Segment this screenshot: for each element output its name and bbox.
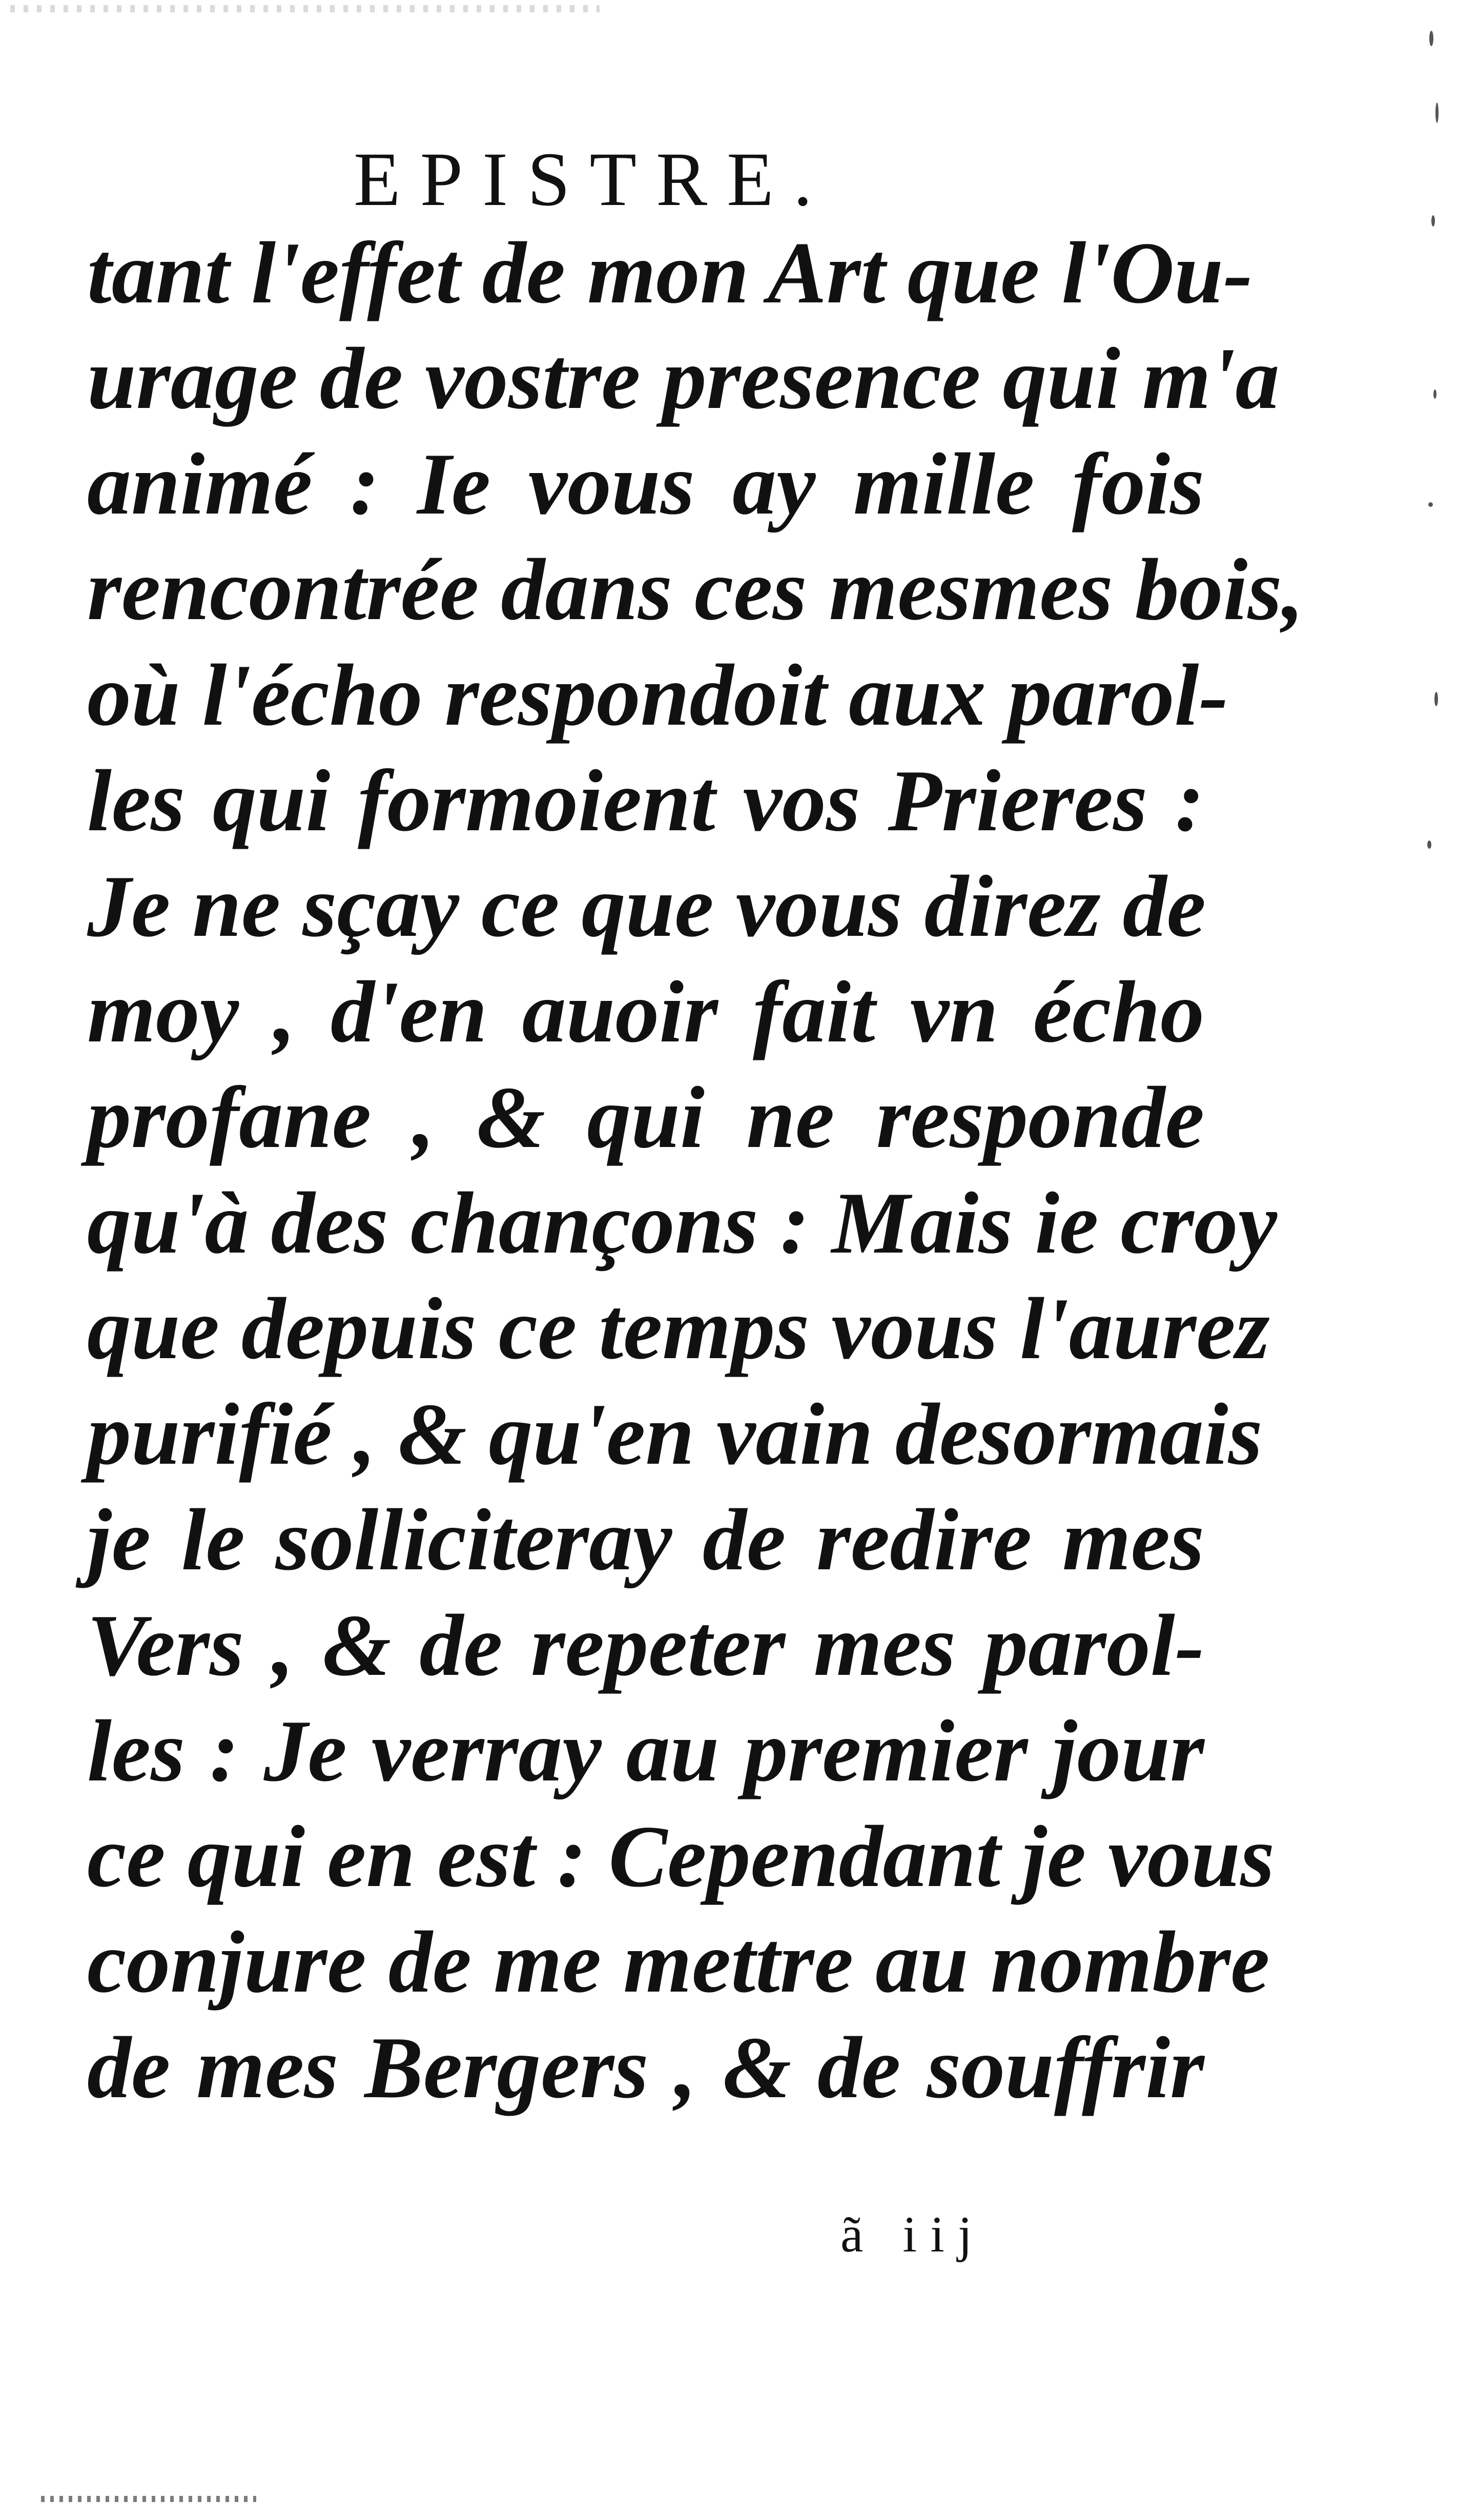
scan-noise-top — [10, 5, 600, 12]
text-line: les : Je verray au premier jour — [87, 1703, 1204, 1800]
text-line: les qui formoient vos Prieres : — [87, 752, 1204, 850]
text-line: de mes Bergers , & de souffrir — [87, 2019, 1204, 2117]
text-line: animé : Ie vous ay mille fois — [87, 436, 1204, 533]
text-line: tant l'effet de mon Art que l'Ou- — [87, 224, 1253, 322]
text-line: que depuis ce temps vous l'aurez — [87, 1280, 1270, 1378]
text-line: où l'écho respondoit aux parol- — [87, 647, 1228, 744]
text-line: qu'à des chançons : Mais ie croy — [87, 1175, 1277, 1272]
text-line: ce qui en est : Cependant je vous — [87, 1808, 1275, 1906]
scan-edge-specks — [1424, 0, 1455, 2520]
text-line: moy , d'en auoir fait vn écho — [87, 964, 1204, 1061]
text-line: purifié , & qu'en vain desormais — [87, 1386, 1263, 1483]
text-line: profane , & qui ne responde — [87, 1069, 1204, 1166]
signature-mark: ã iij — [840, 2206, 985, 2263]
text-line: je le solliciteray de redire mes — [87, 1491, 1204, 1589]
body-text — [87, 220, 1304, 2121]
text-line: conjure de me mettre au nombre — [87, 1914, 1270, 2011]
text-line: rencontrée dans ces mesmes bois, — [87, 541, 1304, 639]
text-line: Je ne sçay ce que vous direz de — [87, 858, 1206, 955]
text-line: urage de vostre presence qui m'a — [87, 330, 1280, 427]
scan-noise-bottom — [41, 2496, 256, 2502]
text-line: Vers , & de repeter mes parol- — [87, 1597, 1204, 1694]
running-head: EPISTRE. — [354, 137, 832, 222]
